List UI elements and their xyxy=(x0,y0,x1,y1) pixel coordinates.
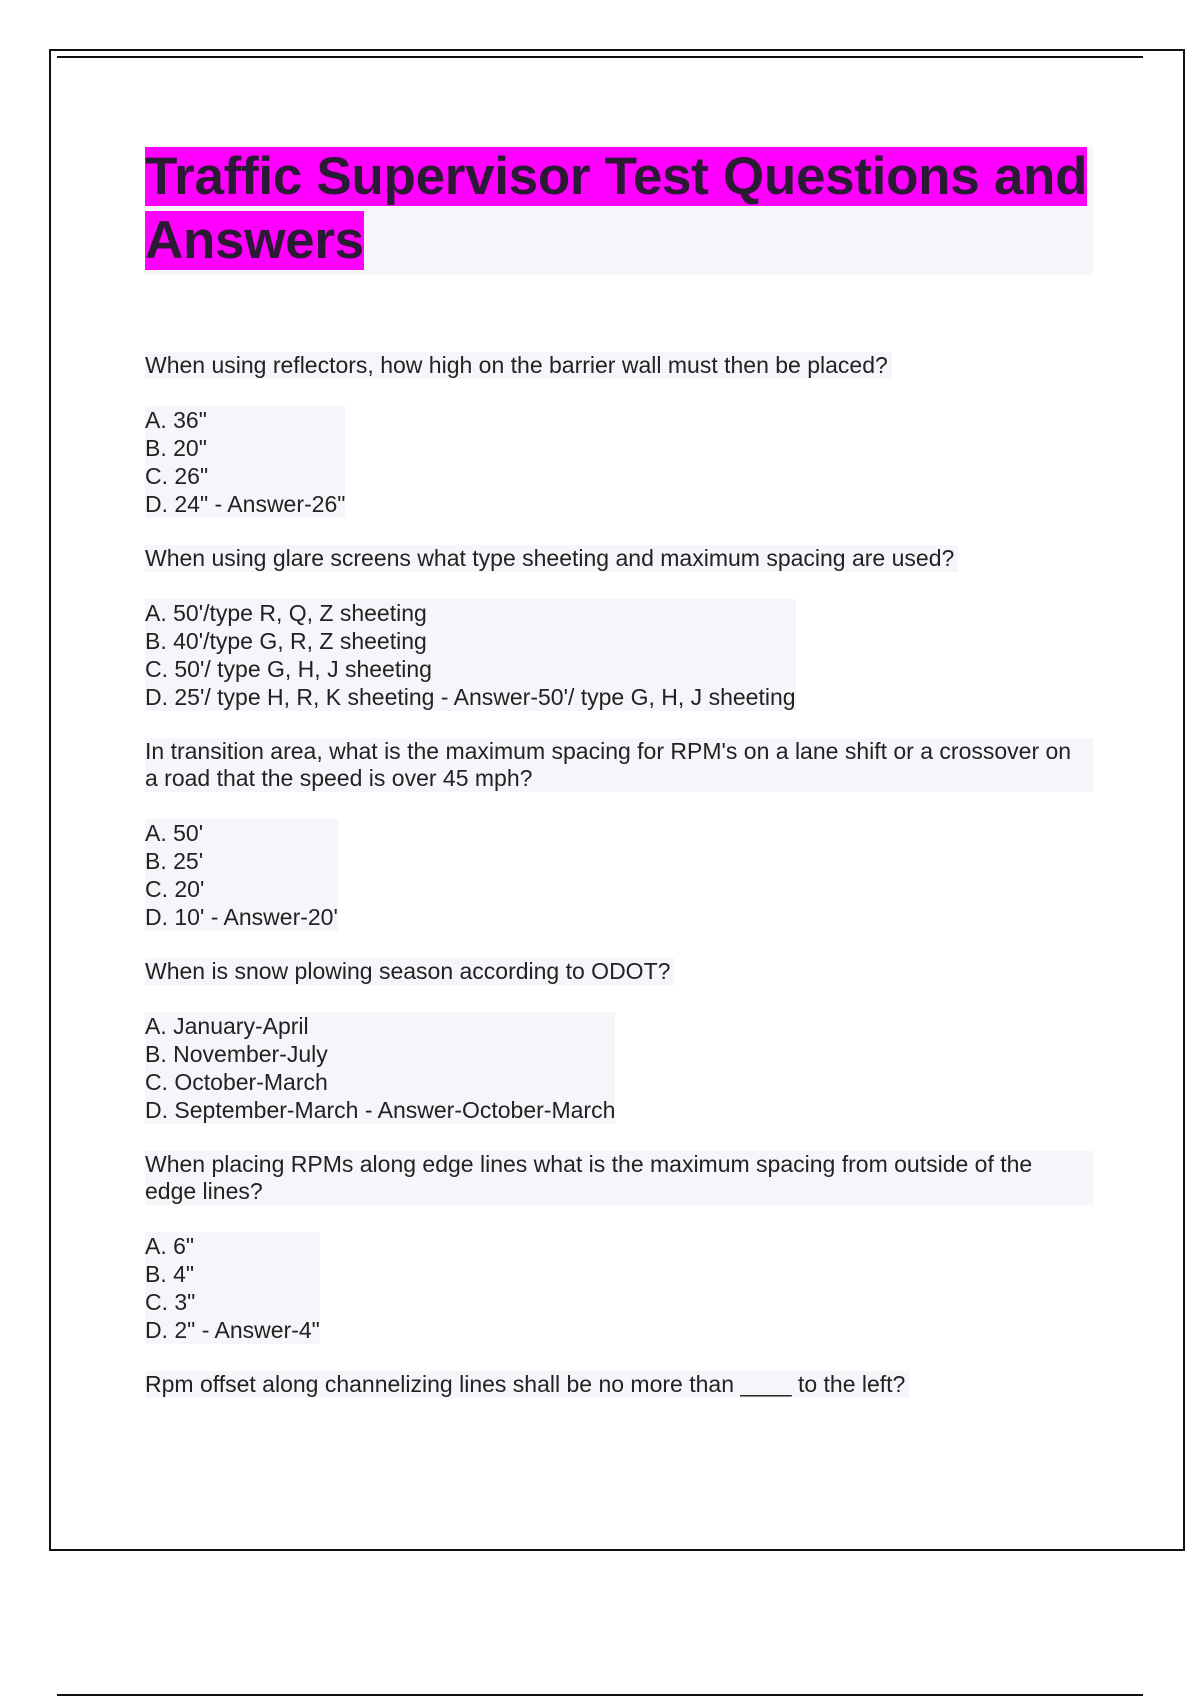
option: B. 20" xyxy=(145,435,207,461)
question-text: When placing RPMs along edge lines what is the maximum spacing from outside of the edge lines? xyxy=(145,1151,1093,1205)
option-with-answer: D. 2" - Answer-4" xyxy=(145,1317,320,1343)
qa-item xyxy=(145,1151,1093,1344)
option: B. 40'/type G, R, Z sheeting xyxy=(145,628,427,654)
option-with-answer: D. September-March - Answer-October-March xyxy=(145,1097,616,1123)
options-list xyxy=(145,1232,320,1344)
qa-item xyxy=(145,738,1093,931)
option: C. 26" xyxy=(145,463,209,489)
option: C. 20' xyxy=(145,876,205,902)
qa-item xyxy=(145,958,1093,1124)
qa-item xyxy=(145,545,1093,711)
question-text: When is snow plowing season according to ODOT? xyxy=(145,958,674,985)
option-with-answer: D. 25'/ type H, R, K sheeting - Answer-50'/ type G, H, J sheeting xyxy=(145,684,796,710)
qa-list xyxy=(145,352,1093,1425)
options-list xyxy=(145,599,796,711)
question-text: When using glare screens what type sheeting and maximum spacing are used? xyxy=(145,545,958,572)
question-text: When using reflectors, how high on the barrier wall must then be placed? xyxy=(145,352,892,379)
option: B. 4" xyxy=(145,1261,195,1287)
option-with-answer: D. 10' - Answer-20' xyxy=(145,904,338,930)
option: A. 50' xyxy=(145,820,204,846)
options-list xyxy=(145,819,338,931)
option: A. 50'/type R, Q, Z sheeting xyxy=(145,600,427,626)
option: C. October-March xyxy=(145,1069,328,1095)
question-text: In transition area, what is the maximum spacing for RPM's on a lane shift or a crossover on a road that the speed is over 45 mph? xyxy=(145,738,1093,792)
option-with-answer: D. 24" - Answer-26" xyxy=(145,491,346,517)
option: A. January-April xyxy=(145,1013,309,1039)
option: C. 50'/ type G, H, J sheeting xyxy=(145,656,432,682)
title-block xyxy=(145,145,1093,275)
qa-item xyxy=(145,352,1093,518)
option: C. 3" xyxy=(145,1289,196,1315)
option: B. 25' xyxy=(145,848,204,874)
question-text: Rpm offset along channelizing lines shall be no more than ____ to the left? xyxy=(145,1371,909,1398)
options-list xyxy=(145,406,345,518)
document-content xyxy=(145,145,1093,1452)
option: A. 36" xyxy=(145,407,207,433)
options-list xyxy=(145,1012,615,1124)
option: A. 6" xyxy=(145,1233,195,1259)
page-title: Traffic Supervisor Test Questions and Answers xyxy=(145,147,1088,270)
qa-item xyxy=(145,1371,1093,1425)
option: B. November-July xyxy=(145,1041,328,1067)
bottom-rule xyxy=(57,1694,1143,1696)
